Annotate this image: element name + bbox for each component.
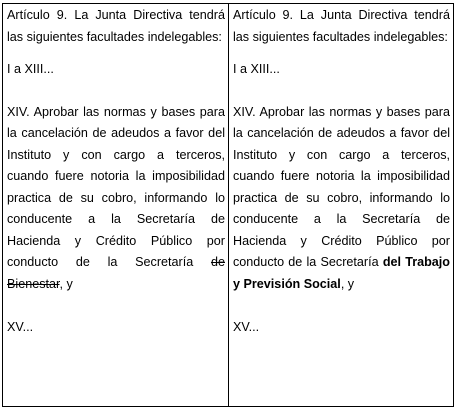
fraction-xiv-end: , y: [340, 276, 355, 291]
fraction-xiv-text: XIV. Aprobar las normas y bases para la cancelación de adeudos a favor del Instituto y con cargo a terceros, cuando fuere notoria la imposibilidad practica de su cobro, informando lo conducente a la Secretaría de Hacienda y Crédito Público por conducto de la Secretaría: [233, 104, 450, 269]
fraction-xv: XV...: [233, 319, 260, 334]
fraction-xiv: [7, 102, 225, 296]
fractions-range: I a XIII...: [7, 61, 54, 76]
bold-text: del Trabajo y Previsión Social: [233, 255, 450, 291]
article-intro: Artículo 9. La Junta Directiva tendrá las siguientes facultades indelegables:: [233, 8, 450, 44]
article-intro: Artículo 9. La Junta Directiva tendrá las siguientes facultades indelegables:: [7, 8, 225, 44]
fractions-range: I a XIII...: [233, 61, 280, 76]
struck-text: de Bienestar: [7, 255, 225, 291]
fraction-xiv-end: , y: [59, 276, 73, 291]
fraction-xiv: [233, 102, 450, 296]
fraction-xiv-text: XIV. Aprobar las normas y bases para la cancelación de adeudos a favor del Instituto y con cargo a terceros, cuando fuere notoria la imposibilidad practica de su cobro, informando lo conducente a la Secretaría de Hacienda y Crédito Público por conducto de la Secretaría: [7, 104, 225, 269]
comparison-table: [2, 3, 454, 407]
fraction-xv: XV...: [7, 319, 34, 334]
proposed-text-column: [229, 4, 453, 406]
current-text-column: [3, 4, 229, 406]
